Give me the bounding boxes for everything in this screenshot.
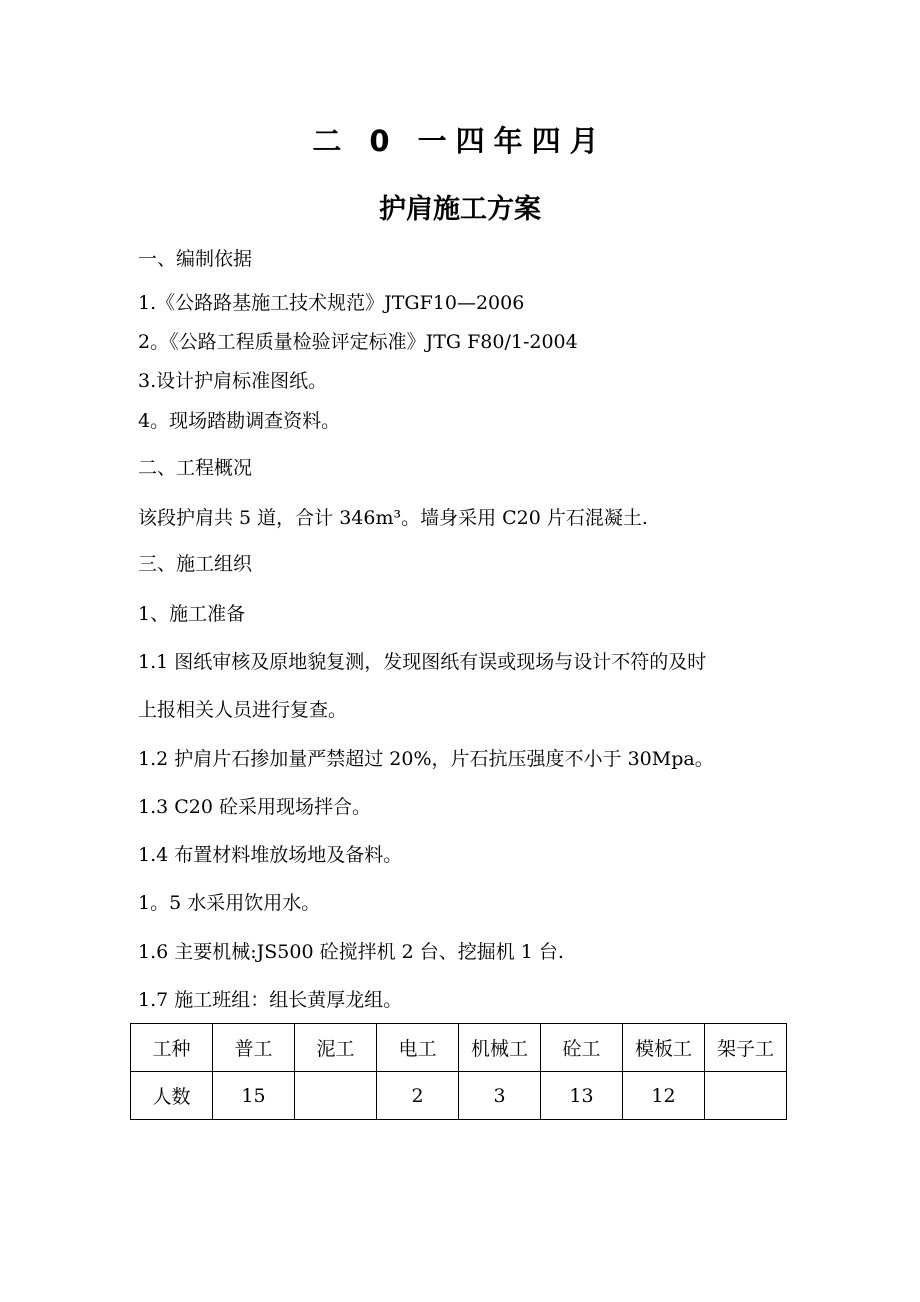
table-cell	[705, 1072, 787, 1120]
basis-item-3: 3.设计护肩标准图纸。	[138, 370, 328, 392]
table-cell: 12	[623, 1072, 705, 1120]
table-row	[131, 1072, 787, 1120]
section-heading-organization: 三、施工组织	[138, 553, 253, 575]
section-heading-basis: 一、编制依据	[138, 248, 253, 270]
subsection-heading-preparation: 1、施工准备	[138, 603, 246, 625]
date-title: 二 0 一四年四月	[312, 124, 608, 158]
document-title: 护肩施工方案	[379, 194, 541, 225]
prep-item-1-4: 1.4 布置材料堆放场地及备料。	[138, 844, 403, 866]
table-cell: 架子工	[705, 1024, 787, 1072]
overview-paragraph: 该段护肩共 5 道，合计 346m³。墙身采用 C20 片石混凝土.	[138, 507, 648, 529]
table-cell: 3	[459, 1072, 541, 1120]
basis-item-2: 2。《公路工程质量检验评定标准》JTG F80/1-2004	[138, 331, 578, 353]
table-cell: 模板工	[623, 1024, 705, 1072]
table-cell: 普工	[213, 1024, 295, 1072]
table-cell: 工种	[131, 1024, 213, 1072]
basis-item-1: 1.《公路路基施工技术规范》JTGF10—2006	[138, 292, 525, 314]
prep-item-1-7: 1.7 施工班组：组长黄厚龙组。	[138, 989, 403, 1011]
prep-item-1-2: 1.2 护肩片石掺加量严禁超过 20%，片石抗压强度不小于 30Mpa。	[138, 748, 714, 770]
prep-item-1-1-continued: 上报相关人员进行复查。	[138, 699, 348, 721]
prep-item-1-5: 1。5 水采用饮用水。	[138, 892, 321, 914]
table-cell: 砼工	[541, 1024, 623, 1072]
table-cell: 机械工	[459, 1024, 541, 1072]
table-cell: 2	[377, 1072, 459, 1120]
section-heading-overview: 二、工程概况	[138, 457, 253, 479]
table-cell: 泥工	[295, 1024, 377, 1072]
prep-item-1-6: 1.6 主要机械:JS500 砼搅拌机 2 台、挖掘机 1 台.	[138, 941, 564, 963]
table-cell	[295, 1072, 377, 1120]
crew-table	[130, 1023, 787, 1120]
table-cell: 电工	[377, 1024, 459, 1072]
table-cell: 人数	[131, 1072, 213, 1120]
table-header-row	[131, 1024, 787, 1072]
prep-item-1-1: 1.1 图纸审核及原地貌复测，发现图纸有误或现场与设计不符的及时	[138, 651, 707, 673]
table-cell: 13	[541, 1072, 623, 1120]
table-cell: 15	[213, 1072, 295, 1120]
prep-item-1-3: 1.3 C20 砼采用现场拌合。	[138, 796, 372, 818]
basis-item-4: 4。现场踏勘调查资料。	[138, 410, 341, 432]
